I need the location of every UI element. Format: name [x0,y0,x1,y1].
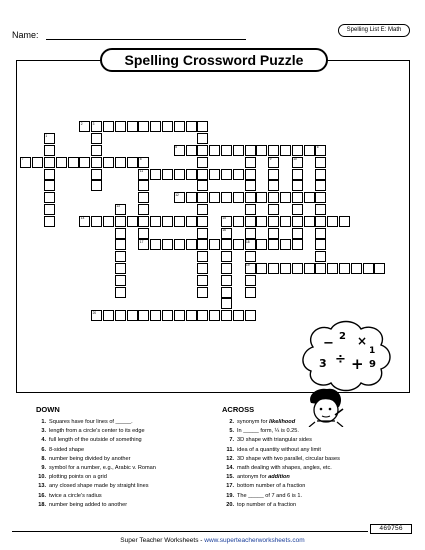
crossword-cell[interactable] [315,251,326,262]
crossword-cell[interactable] [186,239,197,250]
crossword-cell[interactable] [127,157,138,168]
puzzle-title: Spelling Crossword Puzzle [100,48,328,72]
crossword-cell[interactable] [245,157,256,168]
crossword-cell[interactable] [138,204,149,215]
clue-number: 6. [41,446,46,453]
crossword-cell[interactable] [292,169,303,180]
crossword-cell[interactable] [268,145,279,156]
across-clue [222,492,340,501]
cartoon-symbol: 9 [369,359,376,370]
crossword-cell[interactable] [197,310,208,321]
worksheet-code: 469756 [370,524,412,534]
name-label: Name: [12,30,39,40]
crossword-cell[interactable] [315,157,326,168]
clue-text: 3D shape with triangular sides [237,437,312,444]
crossword-cell[interactable] [233,145,244,156]
crossword-cell[interactable] [138,216,149,227]
crossword-cell[interactable] [138,169,149,180]
crossword-cell[interactable] [115,263,126,274]
crossword-cell[interactable] [115,275,126,286]
across-clue [222,501,340,510]
clue-number: 5 [175,145,177,150]
crossword-cell[interactable] [138,310,149,321]
crossword-cell[interactable] [245,310,256,321]
crossword-cell[interactable] [115,204,126,215]
name-line [46,39,246,40]
crossword-cell[interactable] [127,121,138,132]
crossword-cell[interactable] [315,192,326,203]
clue-text: Squares have four lines of _____. [49,419,133,425]
clue-number: 2. [229,419,234,425]
crossword-cell[interactable] [245,239,256,250]
crossword-cell[interactable] [197,239,208,250]
crossword-cell[interactable] [91,121,102,132]
clue-number: 11. [226,446,234,453]
crossword-cell[interactable] [209,169,220,180]
across-clue [222,446,340,455]
crossword-cell[interactable] [315,228,326,239]
clue-number: 12 [175,192,179,197]
across-clue [222,455,340,464]
crossword-cell[interactable] [150,216,161,227]
down-clue [34,427,156,436]
crossword-cell[interactable] [127,310,138,321]
crossword-cell[interactable] [138,121,149,132]
crossword-cell[interactable] [197,133,208,144]
clue-number: 14. [226,465,234,472]
crossword-cell[interactable] [162,121,173,132]
clue-text: symbol for a number, e.g., Arabic v. Roman [49,465,156,472]
thought-cloud [303,322,390,391]
crossword-cell[interactable] [197,251,208,262]
clue-number: 3 [92,121,95,126]
clue-text: The _____ of 7 and 6 is 1. [237,492,302,499]
down-clue [34,418,156,427]
clue-number: 8 [139,157,142,162]
crossword-cell[interactable] [162,169,173,180]
crossword-cell[interactable] [221,275,232,286]
crossword-cell[interactable] [56,157,67,168]
clue-text: length from a circle's center to its edge [49,428,145,435]
crossword-cell[interactable] [233,216,244,227]
clue-number: 20. [226,501,234,508]
crossword-cell[interactable] [315,263,326,274]
crossword-cell[interactable] [292,216,303,227]
crossword-cell[interactable] [162,239,173,250]
crossword-cell[interactable] [197,287,208,298]
crossword-cell[interactable] [162,216,173,227]
crossword-cell[interactable] [315,204,326,215]
clue-text: idea of a quantity without any limit [237,446,321,453]
across-clue [222,464,340,473]
crossword-cell[interactable] [221,298,232,309]
across-clue [222,473,340,482]
crossword-cell[interactable] [256,263,267,274]
crossword-cell[interactable] [20,157,31,168]
clue-text: number being added to another [49,501,128,508]
down-clue [34,492,156,501]
clue-text: 8-sided shape [49,446,85,453]
crossword-cell[interactable] [186,121,197,132]
crossword-cell[interactable] [221,145,232,156]
clue-text-tail: ¼ is 0.25. [274,428,299,435]
crossword-cell[interactable] [44,180,55,191]
clue-text: 3D shape with two parallel, circular bases [237,455,340,462]
clue-number: 11 [139,169,144,173]
crossword-cell[interactable] [197,263,208,274]
clue-number: 15 [222,216,226,221]
clue-number: 1 [45,133,48,138]
crossword-cell[interactable] [197,192,208,203]
crossword-cell[interactable] [315,145,326,156]
crossword-cell[interactable] [292,204,303,215]
crossword-cell[interactable] [233,192,244,203]
crossword-cell[interactable] [292,180,303,191]
crossword-cell[interactable] [315,239,326,250]
crossword-cell[interactable] [186,145,197,156]
clue-number: 18. [38,501,46,508]
crossword-cell[interactable] [280,216,291,227]
clue-number: 13 [116,204,120,209]
crossword-cell[interactable] [245,204,256,215]
down-clue [34,482,156,491]
clue-number: 17 [139,239,144,244]
crossword-cell[interactable] [115,121,126,132]
crossword-cell[interactable] [138,228,149,239]
crossword-cell[interactable] [304,216,315,227]
crossword-cell[interactable] [174,145,185,156]
footer-separator: - [198,537,205,544]
crossword-cell[interactable] [91,310,102,321]
crossword-cell[interactable] [186,192,197,203]
crossword-cell[interactable] [221,216,232,227]
crossword-cell[interactable] [245,228,256,239]
crossword-cell[interactable] [79,121,90,132]
down-heading: DOWN [36,405,60,414]
crossword-cell[interactable] [103,216,114,227]
crossword-cell[interactable] [351,263,362,274]
cartoon-symbol: × [357,334,368,348]
crossword-cell[interactable] [315,180,326,191]
crossword-cell[interactable] [138,192,149,203]
clue-number: 19. [226,492,234,499]
clue-emphasis: likelihood [269,419,296,425]
crossword-cell[interactable] [245,287,256,298]
crossword-cell[interactable] [138,239,149,250]
footer-line [12,531,368,532]
crossword-cell[interactable] [256,192,267,203]
crossword-cell[interactable] [245,192,256,203]
crossword-cell[interactable] [339,216,350,227]
clue-text: any closed shape made by straight lines [49,483,149,490]
crossword-cell[interactable] [292,145,303,156]
clue-number: 9 [269,157,272,162]
footer-credit [0,537,425,544]
across-clue [222,482,340,491]
cartoon-symbol: ÷ [335,352,346,367]
crossword-cell[interactable] [174,192,185,203]
crossword-cell[interactable] [209,145,220,156]
crossword-cell[interactable] [221,310,232,321]
crossword-cell[interactable] [221,228,232,239]
crossword-cell[interactable] [103,310,114,321]
crossword-cell[interactable] [209,192,220,203]
crossword-cell[interactable] [268,157,279,168]
crossword-cell[interactable] [91,180,102,191]
crossword-cell[interactable] [280,145,291,156]
crossword-cell[interactable] [292,228,303,239]
clue-number: 19 [246,263,250,268]
crossword-cell[interactable] [103,157,114,168]
crossword-cell[interactable] [304,263,315,274]
across-clue [222,418,340,427]
across-clue [222,436,340,445]
clue-text: synonym for [237,419,270,425]
clue-number: 2 [80,121,83,126]
crossword-cell[interactable] [221,169,232,180]
footer-site-link[interactable]: www.superteacherworksheets.com [204,537,305,544]
crossword-cell[interactable] [268,192,279,203]
crossword-cell[interactable] [233,239,244,250]
crossword-cell[interactable] [174,121,185,132]
cartoon-symbol: 1 [369,346,376,356]
clue-emphasis: addition [268,474,290,481]
crossword-cell[interactable] [256,216,267,227]
cartoon-symbol: − [323,336,334,351]
crossword-cell[interactable] [197,157,208,168]
clue-number: 7 [21,157,24,162]
crossword-cell[interactable] [138,157,149,168]
crossword-cell[interactable] [292,263,303,274]
crossword-cell[interactable] [150,169,161,180]
clue-text: full length of the outside of something [49,437,142,444]
clue-text: top number of a fraction [237,501,297,508]
crossword-cell[interactable] [197,275,208,286]
crossword-cell[interactable] [174,169,185,180]
crossword-cell[interactable] [245,275,256,286]
crossword-cell[interactable] [150,310,161,321]
clue-number: 4. [41,437,46,444]
crossword-cell[interactable] [221,239,232,250]
down-clue [34,473,156,482]
crossword-cell[interactable] [197,121,208,132]
clue-number: 5. [229,428,234,435]
clue-number: 16 [222,228,226,232]
crossword-cell[interactable] [280,239,291,250]
clue-text: In _____ form, [237,428,275,435]
crossword-cell[interactable] [221,287,232,298]
crossword-cell[interactable] [115,287,126,298]
crossword-cell[interactable] [79,216,90,227]
crossword-cell[interactable] [209,239,220,250]
clue-number: 17. [226,483,234,490]
clue-number: 12. [226,455,234,462]
crossword-cell[interactable] [186,310,197,321]
crossword-cell[interactable] [233,310,244,321]
clue-text: number being divided by another [49,455,131,462]
crossword-cell[interactable] [245,251,256,262]
crossword-cell[interactable] [44,216,55,227]
crossword-cell[interactable] [268,169,279,180]
crossword-cell[interactable] [197,145,208,156]
crossword-cell[interactable] [363,263,374,274]
footer-brand: Super Teacher Worksheets [120,537,199,544]
crossword-cell[interactable] [315,216,326,227]
crossword-cell[interactable] [197,204,208,215]
clue-number: 20 [92,310,97,315]
clue-text: math dealing with shapes, angles, etc. [237,465,332,472]
crossword-cell[interactable] [268,263,279,274]
crossword-cell[interactable] [115,239,126,250]
crossword-cell[interactable] [44,204,55,215]
crossword-cell[interactable] [174,216,185,227]
clue-number: 15. [226,474,234,481]
clue-number: 13. [38,483,46,490]
crossword-cell[interactable] [245,169,256,180]
crossword-cell[interactable] [91,145,102,156]
math-kid-illustration [283,317,403,427]
crossword-cell[interactable] [327,216,338,227]
crossword-cell[interactable] [339,263,350,274]
clue-number: 16. [38,492,46,499]
crossword-cell[interactable] [292,239,303,250]
crossword-cell[interactable] [115,228,126,239]
crossword-cell[interactable] [233,169,244,180]
down-clue [34,436,156,445]
crossword-cell[interactable] [221,192,232,203]
crossword-cell[interactable] [304,145,315,156]
clue-text: antonym for [237,474,269,481]
crossword-cell[interactable] [91,157,102,168]
cartoon-symbol: 3 [319,357,327,370]
crossword-cell[interactable] [256,145,267,156]
across-clue-list [222,418,340,510]
crossword-cell[interactable] [115,310,126,321]
clue-number: 10 [293,157,297,162]
crossword-cell[interactable] [68,157,79,168]
crossword-cell[interactable] [186,169,197,180]
crossword-cell[interactable] [115,216,126,227]
clue-text: plotting points on a grid [49,474,107,481]
crossword-cell[interactable] [91,216,102,227]
crossword-cell[interactable] [256,239,267,250]
crossword-cell[interactable] [44,145,55,156]
crossword-cell[interactable] [103,121,114,132]
crossword-cell[interactable] [197,169,208,180]
crossword-cell[interactable] [268,204,279,215]
crossword-cell[interactable] [174,310,185,321]
crossword-cell[interactable] [292,192,303,203]
clue-text: twice a circle's radius [49,492,102,499]
clue-number: 6 [316,145,319,150]
crossword-cell[interactable] [280,192,291,203]
clue-number: 9. [41,465,46,472]
crossword-cell[interactable] [268,239,279,250]
crossword-cell[interactable] [315,169,326,180]
clue-number: 8. [41,455,46,462]
clue-text: bottom number of a fraction [237,483,306,490]
crossword-cell[interactable] [197,180,208,191]
crossword-cell[interactable] [245,145,256,156]
cartoon-symbol: + [351,355,364,373]
crossword-cell[interactable] [91,133,102,144]
crossword-cell[interactable] [292,157,303,168]
clue-number: 3. [41,428,46,435]
down-clue [34,446,156,455]
crossword-cell[interactable] [268,180,279,191]
crossword-cell[interactable] [127,216,138,227]
crossword-cell[interactable] [44,169,55,180]
clue-number: 10. [38,474,46,481]
crossword-cell[interactable] [150,121,161,132]
crossword-cell[interactable] [79,157,90,168]
crossword-cell[interactable] [115,157,126,168]
crossword-cell[interactable] [221,263,232,274]
crossword-cell[interactable] [304,192,315,203]
across-heading: ACROSS [222,405,255,414]
crossword-cell[interactable] [197,216,208,227]
spelling-list-badge: Spelling List E: Math [338,24,410,37]
crossword-cell[interactable] [268,216,279,227]
cartoon-symbol: 2 [339,331,346,342]
down-clue [34,464,156,473]
crossword-cell[interactable] [374,263,385,274]
down-clue [34,501,156,510]
crossword-cell[interactable] [245,263,256,274]
clue-number: 1. [41,419,46,425]
crossword-cell[interactable] [186,216,197,227]
crossword-cell[interactable] [32,157,43,168]
down-clue-list [34,418,156,510]
crossword-cell[interactable] [221,251,232,262]
crossword-cell[interactable] [327,263,338,274]
crossword-cell[interactable] [268,228,279,239]
crossword-cell[interactable] [44,192,55,203]
crossword-cell[interactable] [197,228,208,239]
crossword-cell[interactable] [91,169,102,180]
clue-number: 18 [246,239,250,244]
crossword-cell[interactable] [174,239,185,250]
crossword-cell[interactable] [280,263,291,274]
crossword-cell[interactable] [44,157,55,168]
crossword-cell[interactable] [44,133,55,144]
across-clue [222,427,340,436]
crossword-cell[interactable] [115,251,126,262]
clue-number: 14 [80,216,85,221]
down-clue [34,455,156,464]
crossword-cell[interactable] [209,310,220,321]
crossword-cell[interactable] [138,180,149,191]
crossword-cell[interactable] [150,239,161,250]
crossword-cell[interactable] [245,180,256,191]
clue-number: 7. [229,437,234,444]
crossword-cell[interactable] [162,310,173,321]
crossword-cell[interactable] [245,216,256,227]
